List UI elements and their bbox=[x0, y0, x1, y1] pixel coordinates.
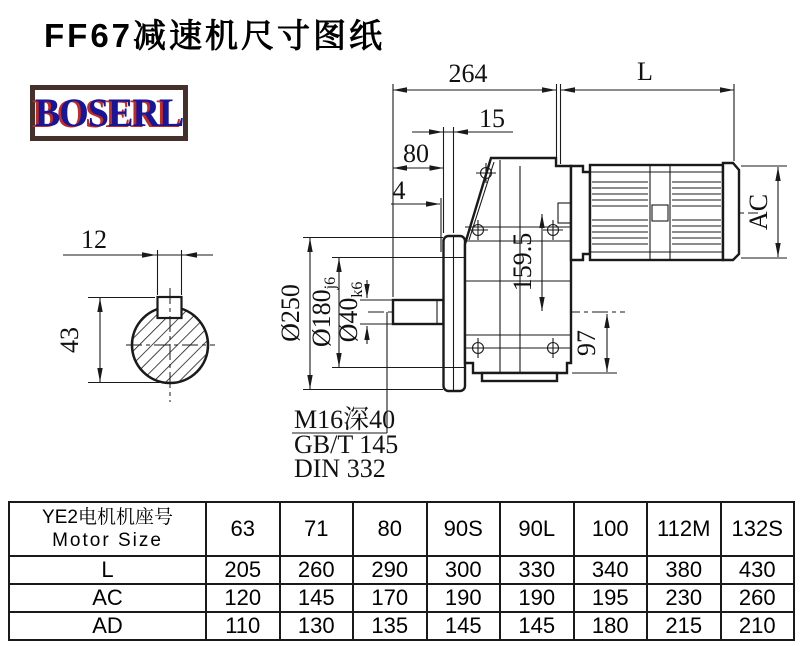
fan-cowl bbox=[723, 163, 739, 260]
table-cell: 180 bbox=[574, 612, 648, 640]
table-row bbox=[9, 584, 794, 612]
shaft-section-view bbox=[55, 225, 215, 402]
frame-size-header: 90S bbox=[427, 502, 501, 556]
dim-key-width: 12 bbox=[81, 225, 107, 254]
frame-size-header: 90L bbox=[500, 502, 574, 556]
note-din: DIN 332 bbox=[294, 454, 386, 483]
table-cell: 230 bbox=[647, 584, 721, 612]
table-cell: 110 bbox=[206, 612, 280, 640]
table-cell: 210 bbox=[721, 612, 795, 640]
frame-size-header: 132S bbox=[721, 502, 795, 556]
table-cell: 300 bbox=[427, 556, 501, 584]
table-cell: 260 bbox=[721, 584, 795, 612]
table-header-row bbox=[9, 502, 794, 556]
row-label: AD bbox=[9, 612, 206, 640]
table-cell: 215 bbox=[647, 612, 721, 640]
note-thread: M16深40 bbox=[294, 405, 396, 434]
motor bbox=[571, 163, 739, 260]
motor-size-header-cn: YE2电机机座号 bbox=[42, 507, 173, 528]
table-cell: 190 bbox=[500, 584, 574, 612]
table-cell: 330 bbox=[500, 556, 574, 584]
page-title: FF67减速机尺寸图纸 bbox=[44, 17, 386, 54]
dim-flange-thickness: 15 bbox=[479, 104, 505, 133]
table-cell: 170 bbox=[353, 584, 427, 612]
table-cell: 145 bbox=[427, 612, 501, 640]
table-cell: 195 bbox=[574, 584, 648, 612]
boserl-logo-text: BOSERL bbox=[34, 90, 184, 135]
table-cell: 145 bbox=[280, 584, 354, 612]
table-cell: 290 bbox=[353, 556, 427, 584]
table-cell: 340 bbox=[574, 556, 648, 584]
frame-size-header: 80 bbox=[353, 502, 427, 556]
dim-motor-diameter: AC bbox=[744, 193, 773, 231]
output-shaft bbox=[393, 300, 444, 324]
dim-key-height: 43 bbox=[55, 327, 84, 353]
table-row bbox=[9, 612, 794, 640]
row-label: L bbox=[9, 556, 206, 584]
dim-shaft-protrusion: 80 bbox=[403, 139, 429, 168]
table-cell: 120 bbox=[206, 584, 280, 612]
dim-bottom-height: 97 bbox=[572, 330, 601, 356]
frame-size-header: 112M bbox=[647, 502, 721, 556]
table-cell: 430 bbox=[721, 556, 795, 584]
motor-size-header bbox=[9, 502, 206, 556]
table-cell: 380 bbox=[647, 556, 721, 584]
table-cell: 205 bbox=[206, 556, 280, 584]
frame-size-header: 71 bbox=[280, 502, 354, 556]
table-cell: 190 bbox=[427, 584, 501, 612]
table-cell: 130 bbox=[280, 612, 354, 640]
dim-axis-distance: 159.5 bbox=[508, 232, 537, 292]
dim-flange-diameter: Ø250 bbox=[276, 284, 305, 342]
table-cell: 135 bbox=[353, 612, 427, 640]
table-row bbox=[9, 556, 794, 584]
size-table bbox=[8, 501, 795, 641]
table-cell: 145 bbox=[500, 612, 574, 640]
dim-spigot-offset: 4 bbox=[392, 176, 406, 205]
motor-size-header-en: Motor Size bbox=[52, 530, 163, 551]
dim-motor-length: L bbox=[637, 57, 653, 86]
row-label: AC bbox=[9, 584, 206, 612]
note-gbt: GB/T 145 bbox=[294, 430, 399, 459]
frame-size-header: 63 bbox=[206, 502, 280, 556]
dim-spigot-diameter: Ø180j6 bbox=[307, 276, 339, 348]
table-cell: 260 bbox=[280, 556, 354, 584]
dim-shaft-diameter: Ø40k6 bbox=[334, 281, 366, 343]
dim-overall: 264 bbox=[448, 59, 488, 88]
frame-size-header: 100 bbox=[574, 502, 648, 556]
